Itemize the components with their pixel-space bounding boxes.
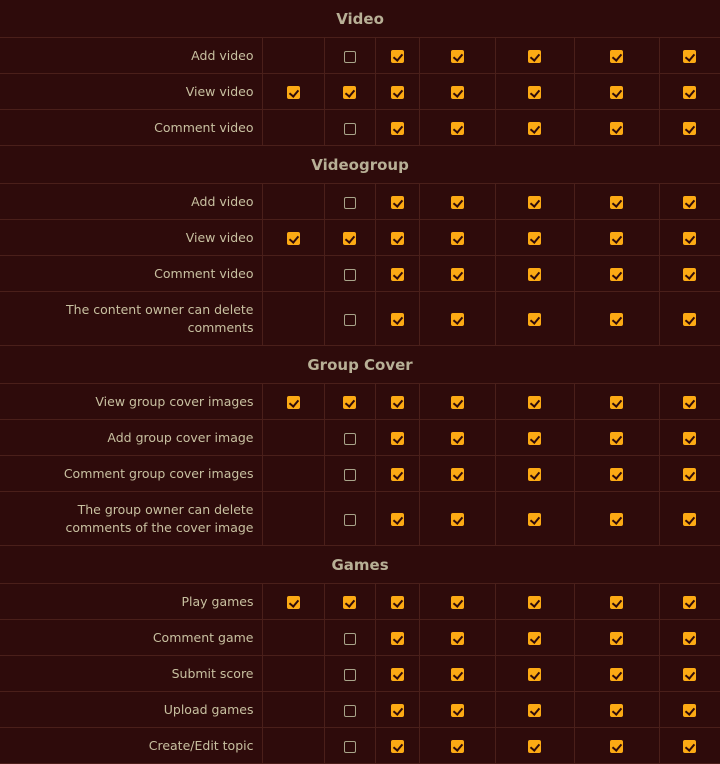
permission-cell-col-6 bbox=[574, 184, 659, 220]
checkbox-checked[interactable] bbox=[451, 468, 464, 481]
permission-cell-col-3 bbox=[375, 110, 419, 146]
permission-cell-col-6 bbox=[574, 584, 659, 620]
permission-label: Comment game bbox=[0, 620, 262, 656]
checkbox-checked[interactable] bbox=[610, 196, 623, 209]
permission-row bbox=[0, 220, 720, 256]
permission-cell-col-4 bbox=[419, 220, 495, 256]
permission-row bbox=[0, 384, 720, 420]
checkbox-checked[interactable] bbox=[451, 196, 464, 209]
permission-cell-col-5 bbox=[495, 456, 574, 492]
checkbox-checked[interactable] bbox=[528, 268, 541, 281]
permission-label: Add video bbox=[0, 184, 262, 220]
permission-cell-col-7 bbox=[659, 74, 720, 110]
checkbox-checked[interactable] bbox=[528, 632, 541, 645]
checkbox-checked[interactable] bbox=[528, 86, 541, 99]
checkbox-checked[interactable] bbox=[528, 704, 541, 717]
checkbox-checked[interactable] bbox=[683, 232, 696, 245]
checkbox-checked[interactable] bbox=[451, 268, 464, 281]
permission-cell-col-1 bbox=[262, 692, 324, 728]
permission-cell-col-2 bbox=[324, 74, 375, 110]
permission-cell-col-5 bbox=[495, 184, 574, 220]
checkbox-unchecked[interactable] bbox=[344, 741, 356, 753]
section-title: Videogroup bbox=[0, 146, 720, 184]
permission-cell-col-7 bbox=[659, 220, 720, 256]
checkbox-checked[interactable] bbox=[391, 468, 404, 481]
permission-cell-col-6 bbox=[574, 728, 659, 764]
checkbox-checked[interactable] bbox=[451, 122, 464, 135]
section-title: Games bbox=[0, 546, 720, 584]
permission-label: Upload games bbox=[0, 692, 262, 728]
permission-cell-col-4 bbox=[419, 492, 495, 546]
checkbox-checked[interactable] bbox=[391, 396, 404, 409]
checkbox-checked[interactable] bbox=[287, 396, 300, 409]
permission-label: Comment video bbox=[0, 110, 262, 146]
section-title: Video bbox=[0, 0, 720, 38]
permission-cell-col-4 bbox=[419, 74, 495, 110]
checkbox-checked[interactable] bbox=[528, 596, 541, 609]
permission-cell-col-1 bbox=[262, 620, 324, 656]
permission-cell-col-7 bbox=[659, 728, 720, 764]
permission-cell-col-7 bbox=[659, 110, 720, 146]
permission-row bbox=[0, 584, 720, 620]
permission-cell-col-7 bbox=[659, 292, 720, 346]
checkbox-checked[interactable] bbox=[528, 50, 541, 63]
permission-label: Create/Edit topic bbox=[0, 728, 262, 764]
permission-label: Add video bbox=[0, 38, 262, 74]
checkbox-checked[interactable] bbox=[610, 632, 623, 645]
permission-cell-col-2 bbox=[324, 728, 375, 764]
permission-cell-col-7 bbox=[659, 38, 720, 74]
permission-cell-col-7 bbox=[659, 384, 720, 420]
permission-label: The group owner can delete comments of the cover image bbox=[0, 492, 262, 546]
checkbox-checked[interactable] bbox=[528, 513, 541, 526]
checkbox-checked[interactable] bbox=[451, 50, 464, 63]
permission-cell-col-3 bbox=[375, 620, 419, 656]
permission-label: Comment group cover images bbox=[0, 456, 262, 492]
permission-cell-col-1 bbox=[262, 584, 324, 620]
permission-row bbox=[0, 38, 720, 74]
permission-cell-col-3 bbox=[375, 256, 419, 292]
checkbox-checked[interactable] bbox=[528, 396, 541, 409]
permission-label: Submit score bbox=[0, 656, 262, 692]
permission-cell-col-4 bbox=[419, 692, 495, 728]
checkbox-checked[interactable] bbox=[528, 432, 541, 445]
permission-row bbox=[0, 74, 720, 110]
checkbox-checked[interactable] bbox=[610, 668, 623, 681]
permission-label: View video bbox=[0, 74, 262, 110]
permission-cell-col-5 bbox=[495, 420, 574, 456]
permission-row bbox=[0, 620, 720, 656]
checkbox-checked[interactable] bbox=[610, 313, 623, 326]
checkbox-checked[interactable] bbox=[528, 668, 541, 681]
checkbox-unchecked[interactable] bbox=[344, 514, 356, 526]
permission-cell-col-5 bbox=[495, 256, 574, 292]
permission-cell-col-7 bbox=[659, 692, 720, 728]
section-header-videogroup bbox=[0, 146, 720, 184]
permission-cell-col-1 bbox=[262, 38, 324, 74]
permission-cell-col-4 bbox=[419, 38, 495, 74]
checkbox-unchecked[interactable] bbox=[344, 314, 356, 326]
checkbox-checked[interactable] bbox=[391, 268, 404, 281]
permission-cell-col-7 bbox=[659, 492, 720, 546]
permission-cell-col-7 bbox=[659, 584, 720, 620]
checkbox-unchecked[interactable] bbox=[344, 123, 356, 135]
permission-row bbox=[0, 292, 720, 346]
permission-cell-col-1 bbox=[262, 456, 324, 492]
permission-cell-col-3 bbox=[375, 420, 419, 456]
checkbox-checked[interactable] bbox=[528, 196, 541, 209]
section-title: Group Cover bbox=[0, 346, 720, 384]
permission-label: Add group cover image bbox=[0, 420, 262, 456]
checkbox-checked[interactable] bbox=[451, 232, 464, 245]
permission-cell-col-2 bbox=[324, 184, 375, 220]
checkbox-checked[interactable] bbox=[391, 740, 404, 753]
permission-cell-col-6 bbox=[574, 456, 659, 492]
permission-cell-col-7 bbox=[659, 620, 720, 656]
permission-cell-col-1 bbox=[262, 384, 324, 420]
checkbox-checked[interactable] bbox=[451, 632, 464, 645]
checkbox-checked[interactable] bbox=[610, 86, 623, 99]
permission-cell-col-6 bbox=[574, 620, 659, 656]
checkbox-checked[interactable] bbox=[391, 196, 404, 209]
permission-cell-col-6 bbox=[574, 220, 659, 256]
checkbox-checked[interactable] bbox=[391, 632, 404, 645]
permission-cell-col-4 bbox=[419, 184, 495, 220]
checkbox-checked[interactable] bbox=[610, 704, 623, 717]
checkbox-checked[interactable] bbox=[683, 122, 696, 135]
permission-cell-col-6 bbox=[574, 420, 659, 456]
checkbox-checked[interactable] bbox=[528, 468, 541, 481]
permission-cell-col-7 bbox=[659, 656, 720, 692]
checkbox-checked[interactable] bbox=[391, 122, 404, 135]
checkbox-unchecked[interactable] bbox=[344, 51, 356, 63]
checkbox-checked[interactable] bbox=[683, 268, 696, 281]
permission-cell-col-7 bbox=[659, 456, 720, 492]
permission-cell-col-4 bbox=[419, 620, 495, 656]
permission-cell-col-6 bbox=[574, 38, 659, 74]
checkbox-checked[interactable] bbox=[610, 232, 623, 245]
permission-row bbox=[0, 110, 720, 146]
checkbox-checked[interactable] bbox=[683, 468, 696, 481]
permission-cell-col-1 bbox=[262, 74, 324, 110]
permission-cell-col-2 bbox=[324, 38, 375, 74]
permission-cell-col-3 bbox=[375, 492, 419, 546]
permission-cell-col-2 bbox=[324, 656, 375, 692]
permission-cell-col-1 bbox=[262, 420, 324, 456]
checkbox-checked[interactable] bbox=[683, 396, 696, 409]
checkbox-unchecked[interactable] bbox=[344, 469, 356, 481]
permission-cell-col-1 bbox=[262, 492, 324, 546]
checkbox-checked[interactable] bbox=[451, 668, 464, 681]
permission-cell-col-3 bbox=[375, 656, 419, 692]
checkbox-checked[interactable] bbox=[683, 596, 696, 609]
permission-cell-col-6 bbox=[574, 492, 659, 546]
checkbox-checked[interactable] bbox=[451, 86, 464, 99]
permission-cell-col-3 bbox=[375, 184, 419, 220]
permission-cell-col-7 bbox=[659, 420, 720, 456]
permission-cell-col-5 bbox=[495, 728, 574, 764]
permission-cell-col-6 bbox=[574, 292, 659, 346]
checkbox-checked[interactable] bbox=[610, 122, 623, 135]
permission-cell-col-2 bbox=[324, 110, 375, 146]
checkbox-checked[interactable] bbox=[451, 313, 464, 326]
permission-cell-col-4 bbox=[419, 292, 495, 346]
checkbox-checked[interactable] bbox=[451, 704, 464, 717]
checkbox-checked[interactable] bbox=[683, 196, 696, 209]
checkbox-checked[interactable] bbox=[391, 432, 404, 445]
permission-cell-col-5 bbox=[495, 384, 574, 420]
permission-cell-col-2 bbox=[324, 584, 375, 620]
permission-cell-col-6 bbox=[574, 384, 659, 420]
checkbox-checked[interactable] bbox=[391, 313, 404, 326]
permission-cell-col-2 bbox=[324, 256, 375, 292]
checkbox-checked[interactable] bbox=[287, 596, 300, 609]
checkbox-checked[interactable] bbox=[451, 396, 464, 409]
checkbox-checked[interactable] bbox=[528, 740, 541, 753]
checkbox-checked[interactable] bbox=[528, 313, 541, 326]
checkbox-checked[interactable] bbox=[391, 596, 404, 609]
permission-row bbox=[0, 728, 720, 764]
permission-row bbox=[0, 256, 720, 292]
checkbox-checked[interactable] bbox=[610, 740, 623, 753]
permission-cell-col-4 bbox=[419, 384, 495, 420]
permission-cell-col-3 bbox=[375, 74, 419, 110]
permission-cell-col-2 bbox=[324, 620, 375, 656]
permission-cell-col-4 bbox=[419, 728, 495, 764]
checkbox-checked[interactable] bbox=[610, 468, 623, 481]
checkbox-checked[interactable] bbox=[343, 596, 356, 609]
checkbox-checked[interactable] bbox=[528, 232, 541, 245]
checkbox-checked[interactable] bbox=[287, 86, 300, 99]
permission-cell-col-6 bbox=[574, 656, 659, 692]
section-header-video bbox=[0, 0, 720, 38]
permission-row bbox=[0, 420, 720, 456]
permission-row bbox=[0, 456, 720, 492]
permission-cell-col-7 bbox=[659, 256, 720, 292]
permission-cell-col-4 bbox=[419, 456, 495, 492]
permission-cell-col-4 bbox=[419, 420, 495, 456]
checkbox-checked[interactable] bbox=[610, 596, 623, 609]
permission-cell-col-4 bbox=[419, 584, 495, 620]
permission-cell-col-4 bbox=[419, 256, 495, 292]
checkbox-checked[interactable] bbox=[683, 50, 696, 63]
permission-row bbox=[0, 492, 720, 546]
checkbox-checked[interactable] bbox=[610, 513, 623, 526]
permission-cell-col-4 bbox=[419, 110, 495, 146]
checkbox-checked[interactable] bbox=[451, 432, 464, 445]
permission-cell-col-1 bbox=[262, 292, 324, 346]
checkbox-unchecked[interactable] bbox=[344, 633, 356, 645]
permission-cell-col-5 bbox=[495, 74, 574, 110]
permission-cell-col-3 bbox=[375, 692, 419, 728]
permission-row bbox=[0, 692, 720, 728]
permission-cell-col-5 bbox=[495, 692, 574, 728]
permission-cell-col-2 bbox=[324, 492, 375, 546]
permission-label: Comment video bbox=[0, 256, 262, 292]
permission-cell-col-3 bbox=[375, 728, 419, 764]
permission-cell-col-2 bbox=[324, 384, 375, 420]
permission-cell-col-6 bbox=[574, 74, 659, 110]
permission-cell-col-5 bbox=[495, 492, 574, 546]
checkbox-checked[interactable] bbox=[343, 86, 356, 99]
permission-row bbox=[0, 656, 720, 692]
checkbox-unchecked[interactable] bbox=[344, 669, 356, 681]
checkbox-checked[interactable] bbox=[683, 513, 696, 526]
permission-cell-col-3 bbox=[375, 456, 419, 492]
permission-cell-col-1 bbox=[262, 184, 324, 220]
checkbox-checked[interactable] bbox=[683, 432, 696, 445]
checkbox-checked[interactable] bbox=[451, 740, 464, 753]
permission-cell-col-2 bbox=[324, 420, 375, 456]
section-header-games bbox=[0, 546, 720, 584]
checkbox-checked[interactable] bbox=[610, 268, 623, 281]
permission-cell-col-5 bbox=[495, 656, 574, 692]
permission-cell-col-3 bbox=[375, 220, 419, 256]
permission-cell-col-2 bbox=[324, 692, 375, 728]
permission-row bbox=[0, 184, 720, 220]
checkbox-checked[interactable] bbox=[683, 313, 696, 326]
permission-cell-col-1 bbox=[262, 256, 324, 292]
permission-cell-col-2 bbox=[324, 292, 375, 346]
checkbox-unchecked[interactable] bbox=[344, 197, 356, 209]
permission-cell-col-6 bbox=[574, 692, 659, 728]
permission-cell-col-1 bbox=[262, 110, 324, 146]
checkbox-unchecked[interactable] bbox=[344, 269, 356, 281]
checkbox-checked[interactable] bbox=[683, 668, 696, 681]
permission-cell-col-6 bbox=[574, 110, 659, 146]
permission-cell-col-3 bbox=[375, 292, 419, 346]
permission-cell-col-3 bbox=[375, 584, 419, 620]
checkbox-checked[interactable] bbox=[391, 513, 404, 526]
checkbox-checked[interactable] bbox=[610, 50, 623, 63]
permission-label: The content owner can delete comments bbox=[0, 292, 262, 346]
permission-cell-col-5 bbox=[495, 220, 574, 256]
checkbox-checked[interactable] bbox=[343, 396, 356, 409]
permission-cell-col-6 bbox=[574, 256, 659, 292]
checkbox-checked[interactable] bbox=[610, 396, 623, 409]
checkbox-checked[interactable] bbox=[683, 632, 696, 645]
checkbox-checked[interactable] bbox=[391, 668, 404, 681]
checkbox-checked[interactable] bbox=[343, 232, 356, 245]
checkbox-checked[interactable] bbox=[610, 432, 623, 445]
checkbox-checked[interactable] bbox=[391, 232, 404, 245]
checkbox-checked[interactable] bbox=[683, 704, 696, 717]
checkbox-checked[interactable] bbox=[287, 232, 300, 245]
checkbox-checked[interactable] bbox=[391, 50, 404, 63]
permission-cell-col-5 bbox=[495, 38, 574, 74]
permission-cell-col-1 bbox=[262, 220, 324, 256]
checkbox-unchecked[interactable] bbox=[344, 433, 356, 445]
checkbox-unchecked[interactable] bbox=[344, 705, 356, 717]
checkbox-checked[interactable] bbox=[451, 513, 464, 526]
permission-cell-col-3 bbox=[375, 38, 419, 74]
permission-cell-col-3 bbox=[375, 384, 419, 420]
permission-cell-col-2 bbox=[324, 456, 375, 492]
checkbox-checked[interactable] bbox=[391, 704, 404, 717]
permission-cell-col-5 bbox=[495, 292, 574, 346]
permission-cell-col-5 bbox=[495, 110, 574, 146]
permission-cell-col-1 bbox=[262, 728, 324, 764]
checkbox-checked[interactable] bbox=[528, 122, 541, 135]
permission-label: Play games bbox=[0, 584, 262, 620]
checkbox-checked[interactable] bbox=[683, 86, 696, 99]
permission-cell-col-4 bbox=[419, 656, 495, 692]
permission-cell-col-7 bbox=[659, 184, 720, 220]
section-header-group-cover bbox=[0, 346, 720, 384]
checkbox-checked[interactable] bbox=[683, 740, 696, 753]
permission-cell-col-1 bbox=[262, 656, 324, 692]
permission-cell-col-2 bbox=[324, 220, 375, 256]
checkbox-checked[interactable] bbox=[451, 596, 464, 609]
permission-label: View group cover images bbox=[0, 384, 262, 420]
permission-cell-col-5 bbox=[495, 620, 574, 656]
permission-label: View video bbox=[0, 220, 262, 256]
permission-cell-col-5 bbox=[495, 584, 574, 620]
checkbox-checked[interactable] bbox=[391, 86, 404, 99]
